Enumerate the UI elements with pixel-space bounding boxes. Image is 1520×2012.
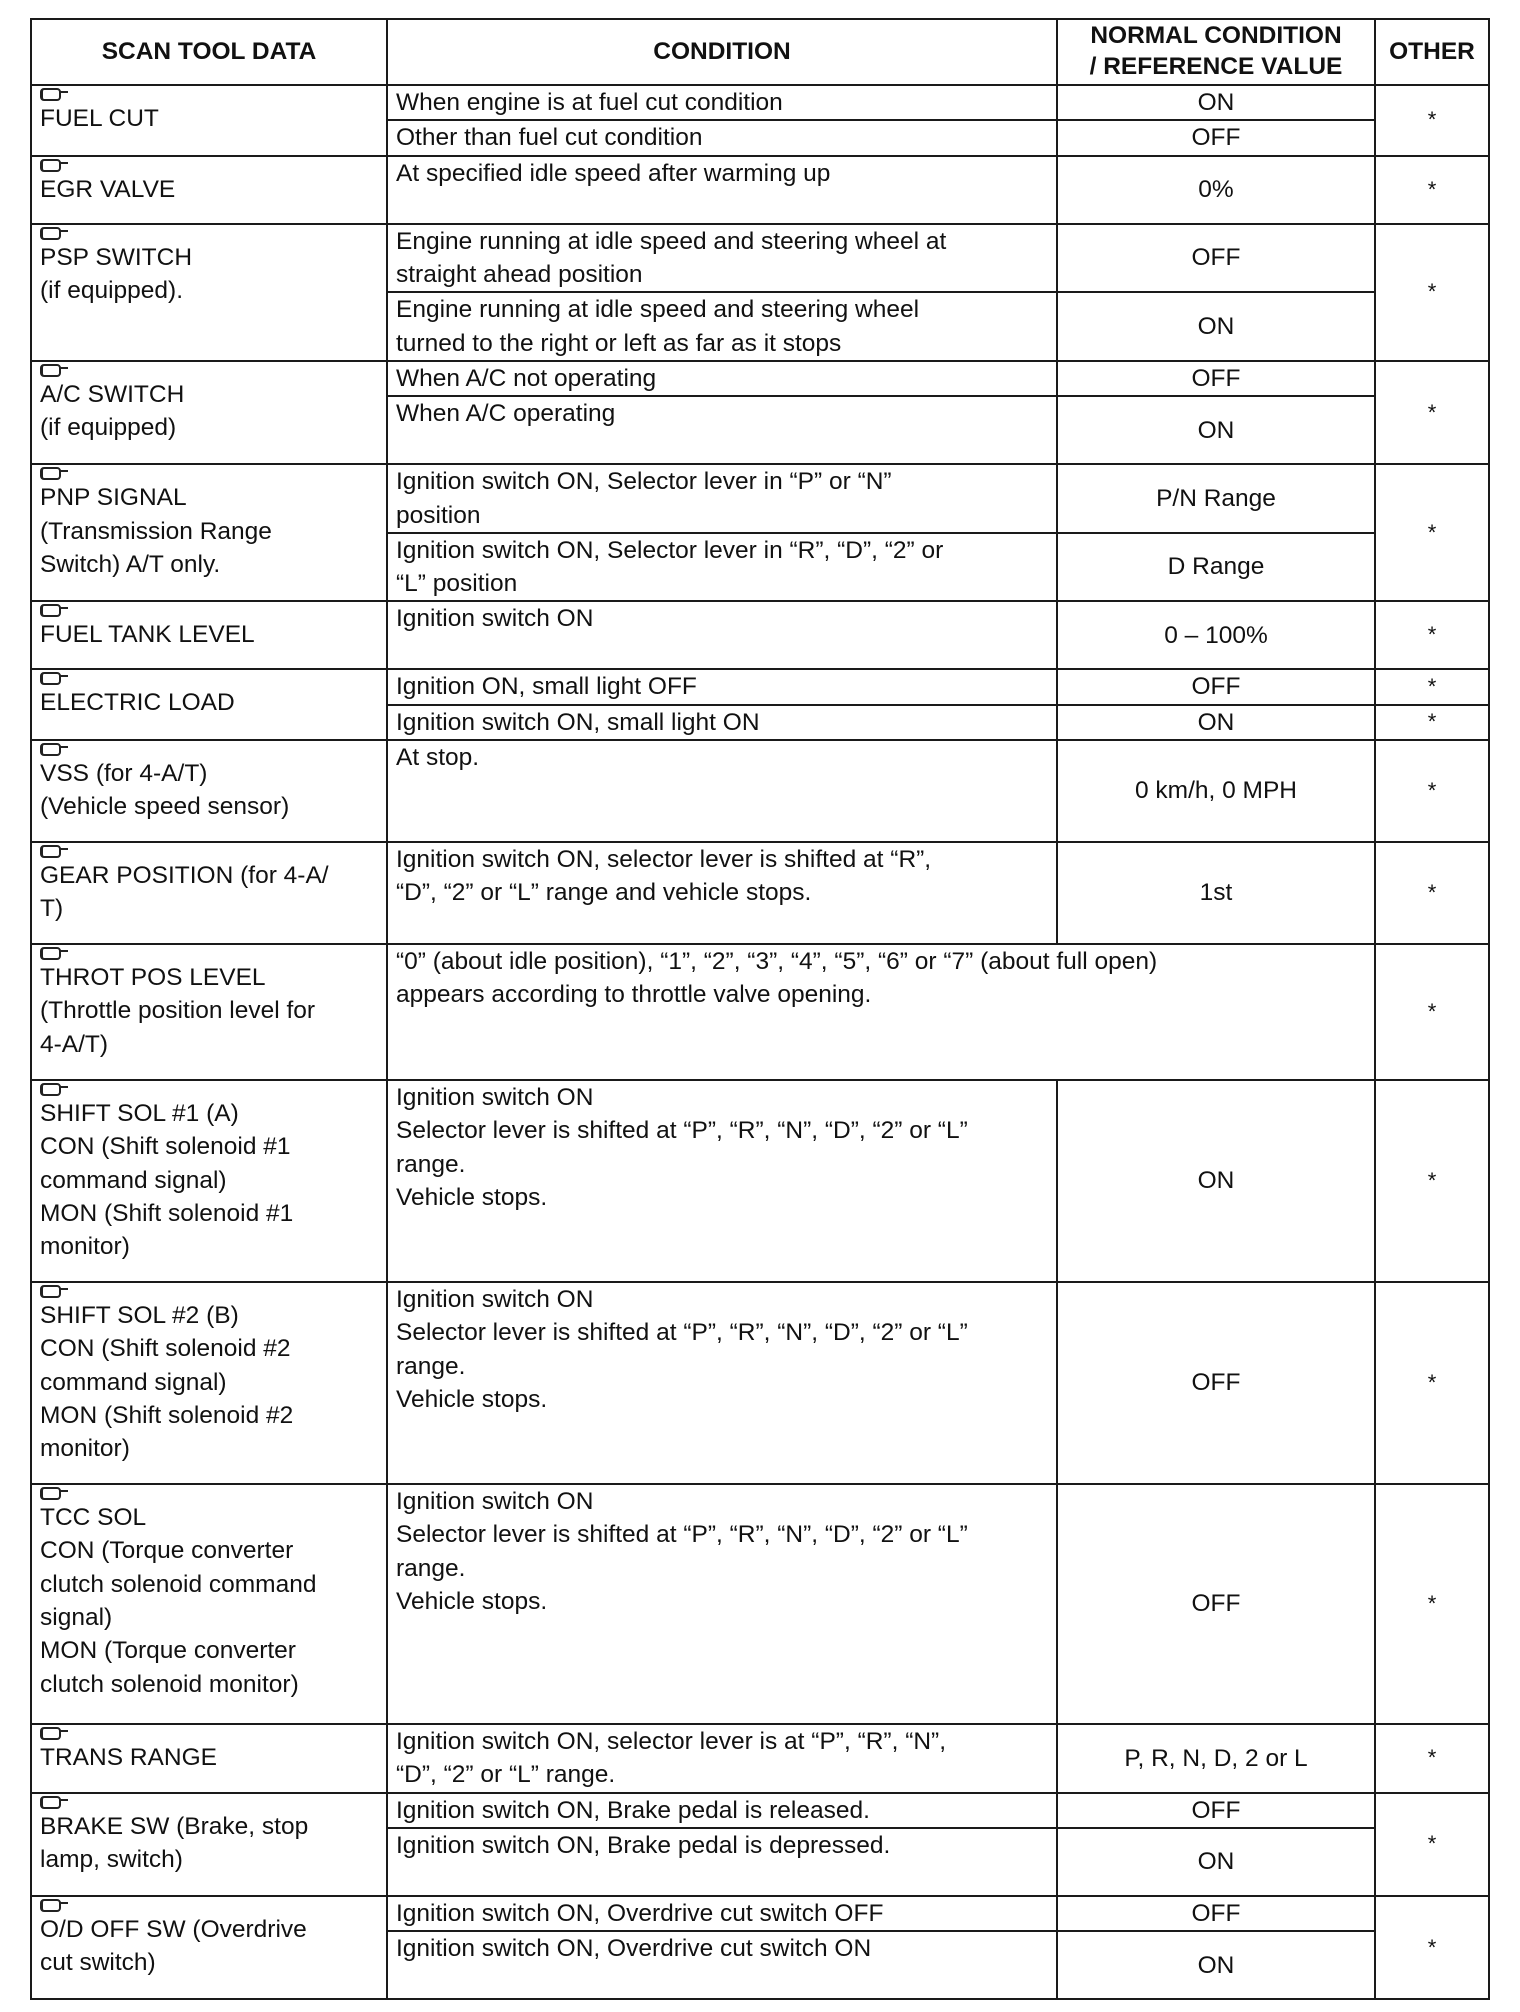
pointing-hand-icon: [40, 465, 378, 481]
reference-value-cell: ON: [1057, 1080, 1375, 1282]
condition-cell: Ignition ON, small light OFF: [387, 669, 1057, 704]
condition-cell: Ignition switch ON, Overdrive cut switch ON: [387, 1931, 1057, 1999]
reference-value-cell: ON: [1057, 1828, 1375, 1896]
reference-value-cell: 1st: [1057, 842, 1375, 944]
table-row: [31, 464, 1489, 533]
scan-tool-data-name: TCC SOL CON (Torque converter clutch solenoid command signal) MON (Torque converter clutch solenoid monitor): [40, 1504, 317, 1698]
table-row: [31, 842, 1489, 944]
table-row: [31, 1282, 1489, 1484]
reference-value-cell: 0%: [1057, 156, 1375, 224]
condition-cell: Ignition switch ON Selector lever is shifted at “P”, “R”, “N”, “D”, “2” or “L” range. Vehicle stops.: [387, 1080, 1057, 1282]
condition-cell: Engine running at idle speed and steering wheel at straight ahead position: [387, 224, 1057, 293]
condition-cell: Other than fuel cut condition: [387, 120, 1057, 155]
condition-cell: At stop.: [387, 740, 1057, 842]
scan-tool-data-name: O/D OFF SW (Overdrive cut switch): [40, 1916, 307, 1977]
scan-tool-data-cell: [31, 669, 387, 740]
pointing-hand-icon: [40, 741, 378, 757]
condition-cell: When A/C operating: [387, 396, 1057, 464]
other-cell: *: [1375, 1282, 1489, 1484]
reference-value-cell: OFF: [1057, 120, 1375, 155]
reference-value-cell: D Range: [1057, 533, 1375, 602]
scan-tool-data-name: PNP SIGNAL (Transmission Range Switch) A/T only.: [40, 484, 272, 578]
other-cell: *: [1375, 85, 1489, 156]
other-cell: *: [1375, 601, 1489, 669]
scan-tool-data-cell: [31, 601, 387, 669]
reference-value-cell: ON: [1057, 85, 1375, 120]
scan-tool-data-cell: [31, 1793, 387, 1896]
condition-cell: Ignition switch ON, Brake pedal is released.: [387, 1793, 1057, 1828]
condition-cell: Engine running at idle speed and steering wheel turned to the right or left as far as it stops: [387, 292, 1057, 361]
pointing-hand-icon: [40, 1897, 378, 1913]
other-cell: *: [1375, 705, 1489, 740]
table-row: [31, 669, 1489, 704]
pointing-hand-icon: [40, 1794, 378, 1810]
condition-cell: When A/C not operating: [387, 361, 1057, 396]
reference-value-cell: 0 – 100%: [1057, 601, 1375, 669]
table-row: [31, 944, 1489, 1080]
other-cell: *: [1375, 156, 1489, 224]
table-row: [31, 740, 1489, 842]
header-other: OTHER: [1375, 19, 1489, 85]
scan-tool-data-name: TRANS RANGE: [40, 1744, 217, 1772]
table-row: [31, 1793, 1489, 1828]
scan-tool-data-cell: [31, 85, 387, 156]
reference-value-cell: OFF: [1057, 1484, 1375, 1724]
scan-tool-data-cell: [31, 361, 387, 464]
reference-value-cell: P/N Range: [1057, 464, 1375, 533]
reference-value-cell: OFF: [1057, 1793, 1375, 1828]
scan-tool-data-name: EGR VALVE: [40, 175, 176, 203]
condition-span-cell: “0” (about idle position), “1”, “2”, “3”, “4”, “5”, “6” or “7” (about full open) appears according to throttle valve opening.: [387, 944, 1375, 1080]
condition-cell: Ignition switch ON, small light ON: [387, 705, 1057, 740]
condition-cell: Ignition switch ON, Brake pedal is depressed.: [387, 1828, 1057, 1896]
other-cell: *: [1375, 740, 1489, 842]
other-cell: *: [1375, 1896, 1489, 1999]
reference-value-cell: ON: [1057, 1931, 1375, 1999]
table-row: [31, 1080, 1489, 1282]
condition-cell: Ignition switch ON, Selector lever in “P” or “N” position: [387, 464, 1057, 533]
condition-cell: Ignition switch ON, selector lever is shifted at “R”, “D”, “2” or “L” range and vehicle stops.: [387, 842, 1057, 944]
other-cell: *: [1375, 464, 1489, 601]
scan-tool-data-name: GEAR POSITION (for 4-A/ T): [40, 862, 329, 923]
pointing-hand-icon: [40, 945, 378, 961]
scan-tool-data-name: PSP SWITCH (if equipped).: [40, 243, 193, 304]
reference-value-cell: OFF: [1057, 224, 1375, 293]
table-row: [31, 1896, 1489, 1931]
pointing-hand-icon: [40, 225, 378, 241]
pointing-hand-icon: [40, 670, 378, 686]
table-row: [31, 85, 1489, 120]
other-cell: *: [1375, 1724, 1489, 1793]
pointing-hand-icon: [40, 1485, 378, 1501]
pointing-hand-icon: [40, 157, 378, 173]
reference-value-cell: ON: [1057, 705, 1375, 740]
table-row: [31, 1724, 1489, 1793]
scan-tool-data-name: ELECTRIC LOAD: [40, 689, 235, 717]
scan-tool-data-cell: [31, 740, 387, 842]
pointing-hand-icon: [40, 362, 378, 378]
reference-value-cell: OFF: [1057, 361, 1375, 396]
scan-tool-data-name: THROT POS LEVEL (Throttle position level for 4-A/T): [40, 964, 316, 1058]
reference-value-cell: OFF: [1057, 1282, 1375, 1484]
other-cell: *: [1375, 361, 1489, 464]
scan-tool-data-name: SHIFT SOL #2 (B) CON (Shift solenoid #2 command signal) MON (Shift solenoid #2 monitor): [40, 1302, 294, 1463]
scan-tool-data-name: SHIFT SOL #1 (A) CON (Shift solenoid #1 command signal) MON (Shift solenoid #1 monitor): [40, 1100, 294, 1261]
condition-cell: Ignition switch ON, Selector lever in “R”, “D”, “2” or “L” position: [387, 533, 1057, 602]
pointing-hand-icon: [40, 1283, 378, 1299]
reference-value-cell: ON: [1057, 292, 1375, 361]
other-cell: *: [1375, 1484, 1489, 1724]
other-cell: *: [1375, 1080, 1489, 1282]
scan-tool-data-cell: [31, 464, 387, 601]
other-cell: *: [1375, 224, 1489, 361]
scan-tool-data-cell: [31, 944, 387, 1080]
condition-cell: When engine is at fuel cut condition: [387, 85, 1057, 120]
other-cell: *: [1375, 842, 1489, 944]
header-normal-line2: / REFERENCE VALUE: [1089, 53, 1343, 80]
scan-tool-data-name: VSS (for 4-A/T) (Vehicle speed sensor): [40, 760, 290, 821]
reference-value-cell: ON: [1057, 396, 1375, 464]
other-cell: *: [1375, 944, 1489, 1080]
header-scan-tool-data: SCAN TOOL DATA: [31, 19, 387, 85]
condition-cell: Ignition switch ON: [387, 601, 1057, 669]
condition-cell: Ignition switch ON Selector lever is shifted at “P”, “R”, “N”, “D”, “2” or “L” range. Vehicle stops.: [387, 1282, 1057, 1484]
scan-tool-data-name: A/C SWITCH (if equipped): [40, 380, 185, 442]
reference-value-cell: 0 km/h, 0 MPH: [1057, 740, 1375, 842]
scan-tool-data-cell: [31, 842, 387, 944]
reference-value-cell: OFF: [1057, 669, 1375, 704]
reference-value-cell: OFF: [1057, 1896, 1375, 1931]
header-condition: CONDITION: [387, 19, 1057, 85]
pointing-hand-icon: [40, 86, 378, 102]
scan-tool-data-cell: [31, 156, 387, 224]
pointing-hand-icon: [40, 1725, 378, 1741]
condition-cell: Ignition switch ON, Overdrive cut switch OFF: [387, 1896, 1057, 1931]
table-row: [31, 156, 1489, 224]
pointing-hand-icon: [40, 602, 378, 618]
scan-tool-data-name: FUEL TANK LEVEL: [40, 621, 255, 649]
scan-tool-data-cell: [31, 224, 387, 361]
reference-value-cell: P, R, N, D, 2 or L: [1057, 1724, 1375, 1793]
other-cell: *: [1375, 669, 1489, 704]
header-normal-condition: [1057, 19, 1375, 85]
condition-cell: Ignition switch ON Selector lever is shifted at “P”, “R”, “N”, “D”, “2” or “L” range. Vehicle stops.: [387, 1484, 1057, 1724]
other-cell: *: [1375, 1793, 1489, 1896]
scan-tool-data-cell: [31, 1282, 387, 1484]
pointing-hand-icon: [40, 843, 378, 859]
header-normal-line1: NORMAL CONDITION: [1090, 22, 1342, 50]
condition-cell: At specified idle speed after warming up: [387, 156, 1057, 224]
table-row: [31, 1484, 1489, 1724]
pointing-hand-icon: [40, 1081, 378, 1097]
table-row: [31, 601, 1489, 669]
condition-cell: Ignition switch ON, selector lever is at “P”, “R”, “N”, “D”, “2” or “L” range.: [387, 1724, 1057, 1793]
scan-tool-data-table: [30, 18, 1490, 2000]
scan-tool-data-cell: [31, 1484, 387, 1724]
table-row: [31, 361, 1489, 396]
scan-tool-data-cell: [31, 1896, 387, 1999]
scan-tool-data-name: FUEL CUT: [40, 105, 159, 132]
scan-tool-data-cell: [31, 1080, 387, 1282]
scan-tool-data-cell: [31, 1724, 387, 1793]
table-row: [31, 224, 1489, 293]
table-header-row: [31, 19, 1489, 85]
scan-tool-data-name: BRAKE SW (Brake, stop lamp, switch): [40, 1812, 309, 1873]
